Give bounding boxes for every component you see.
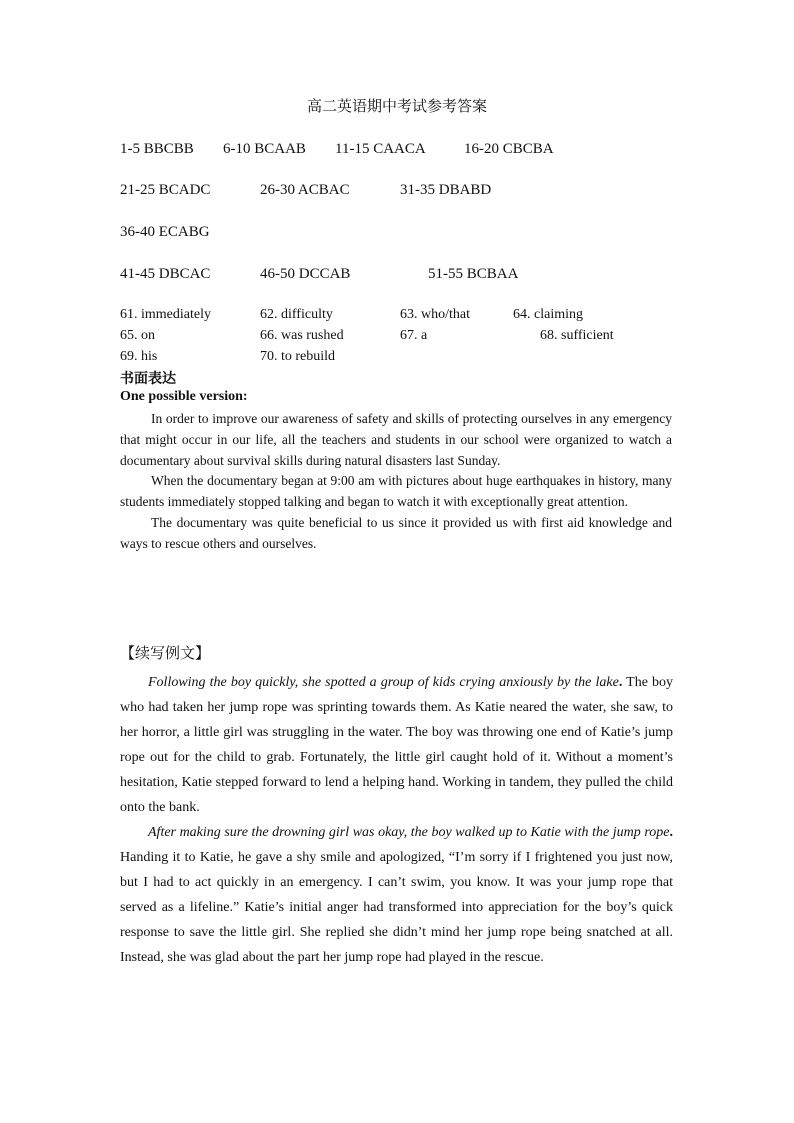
answer-group: 41-45 DBCAC xyxy=(120,266,211,282)
fill-answer: 67. a xyxy=(400,328,428,343)
paragraph-lead-sentence: After making sure the drowning girl was okay, the boy walked up to Katie with the jump rope xyxy=(148,825,670,840)
continuation-paragraph xyxy=(120,820,673,970)
answer-group: 51-55 BCBAA xyxy=(428,266,519,282)
continuation-paragraph xyxy=(120,670,673,820)
fill-answer: 70. to rebuild xyxy=(260,349,336,364)
answer-group: 46-50 DCCAB xyxy=(260,266,351,282)
version-label: One possible version: xyxy=(120,389,248,404)
fill-answer: 63. who/that xyxy=(400,307,470,322)
fill-answer: 65. on xyxy=(120,328,155,343)
lead-period: . xyxy=(618,675,623,690)
fill-answer: 64. claiming xyxy=(513,307,583,322)
essay-paragraph: The documentary was quite beneficial to us since it provided us with first aid knowledge and ways to rescue others and ourselves. xyxy=(120,514,672,551)
answer-group: 6-10 BCAAB xyxy=(223,141,306,157)
writing-heading: 书面表达 xyxy=(120,371,176,387)
fill-answer: 62. difficulty xyxy=(260,307,333,322)
answer-group: 16-20 CBCBA xyxy=(464,141,554,157)
answer-group: 21-25 BCADC xyxy=(120,182,211,198)
paragraph-body: Handing it to Katie, he gave a shy smile and apologized, “I’m sorry if I frightened you just now, but I had to act quickly in an emergency. I can’t swim, you know. It was your jump rope that served as a lifeline.” Katie’s initial anger had transformed into appreciation for the boy’s quick response to save the little girl. She replied she didn’t mind her jump rope being snatched at all. Instead, she was glad about the part her jump rope had played in the rescue. xyxy=(120,850,673,965)
fill-answer: 61. immediately xyxy=(120,307,211,322)
paragraph-body: The boy who had taken her jump rope was sprinting towards them. As Katie neared the water, she saw, to her horror, a little girl was struggling in the water. The boy was throwing one end of Katie’s jump rope out for the child to grab. Fortunately, the little girl caught hold of it. Without a moment’s hesitation, Katie stepped forward to lend a helping hand. Working in tandem, they pulled the child onto the bank. xyxy=(120,675,674,815)
fill-answer: 69. his xyxy=(120,349,158,364)
continuation-heading: 【续写例文】 xyxy=(120,644,211,662)
answer-group: 36-40 ECABG xyxy=(120,224,210,240)
answer-group: 31-35 DBABD xyxy=(400,182,492,198)
continuation-essay xyxy=(120,670,673,970)
paragraph-lead-sentence: Following the boy quickly, she spotted a group of kids crying anxiously by the lake xyxy=(148,675,619,690)
answer-group: 1-5 BBCBB xyxy=(120,141,194,157)
writing-essay xyxy=(120,409,672,555)
fill-answer: 66. was rushed xyxy=(260,328,344,343)
essay-paragraph: When the documentary began at 9:00 am with pictures about huge earthquakes in history, many students immediately stopped talking and began to watch it with exceptionally great attention. xyxy=(120,473,672,510)
answer-group: 11-15 CAACA xyxy=(335,141,426,157)
lead-period: . xyxy=(669,825,673,840)
essay-paragraph: In order to improve our awareness of safety and skills of protecting ourselves in any emergency that might occur in our life, all the teachers and students in our school were organized to watch a documentary about survival skills during natural disasters last Sunday. xyxy=(120,411,672,468)
fill-answer: 68. sufficient xyxy=(540,328,614,343)
page-title: 高二英语期中考试参考答案 xyxy=(306,97,487,115)
answer-group: 26-30 ACBAC xyxy=(260,182,350,198)
